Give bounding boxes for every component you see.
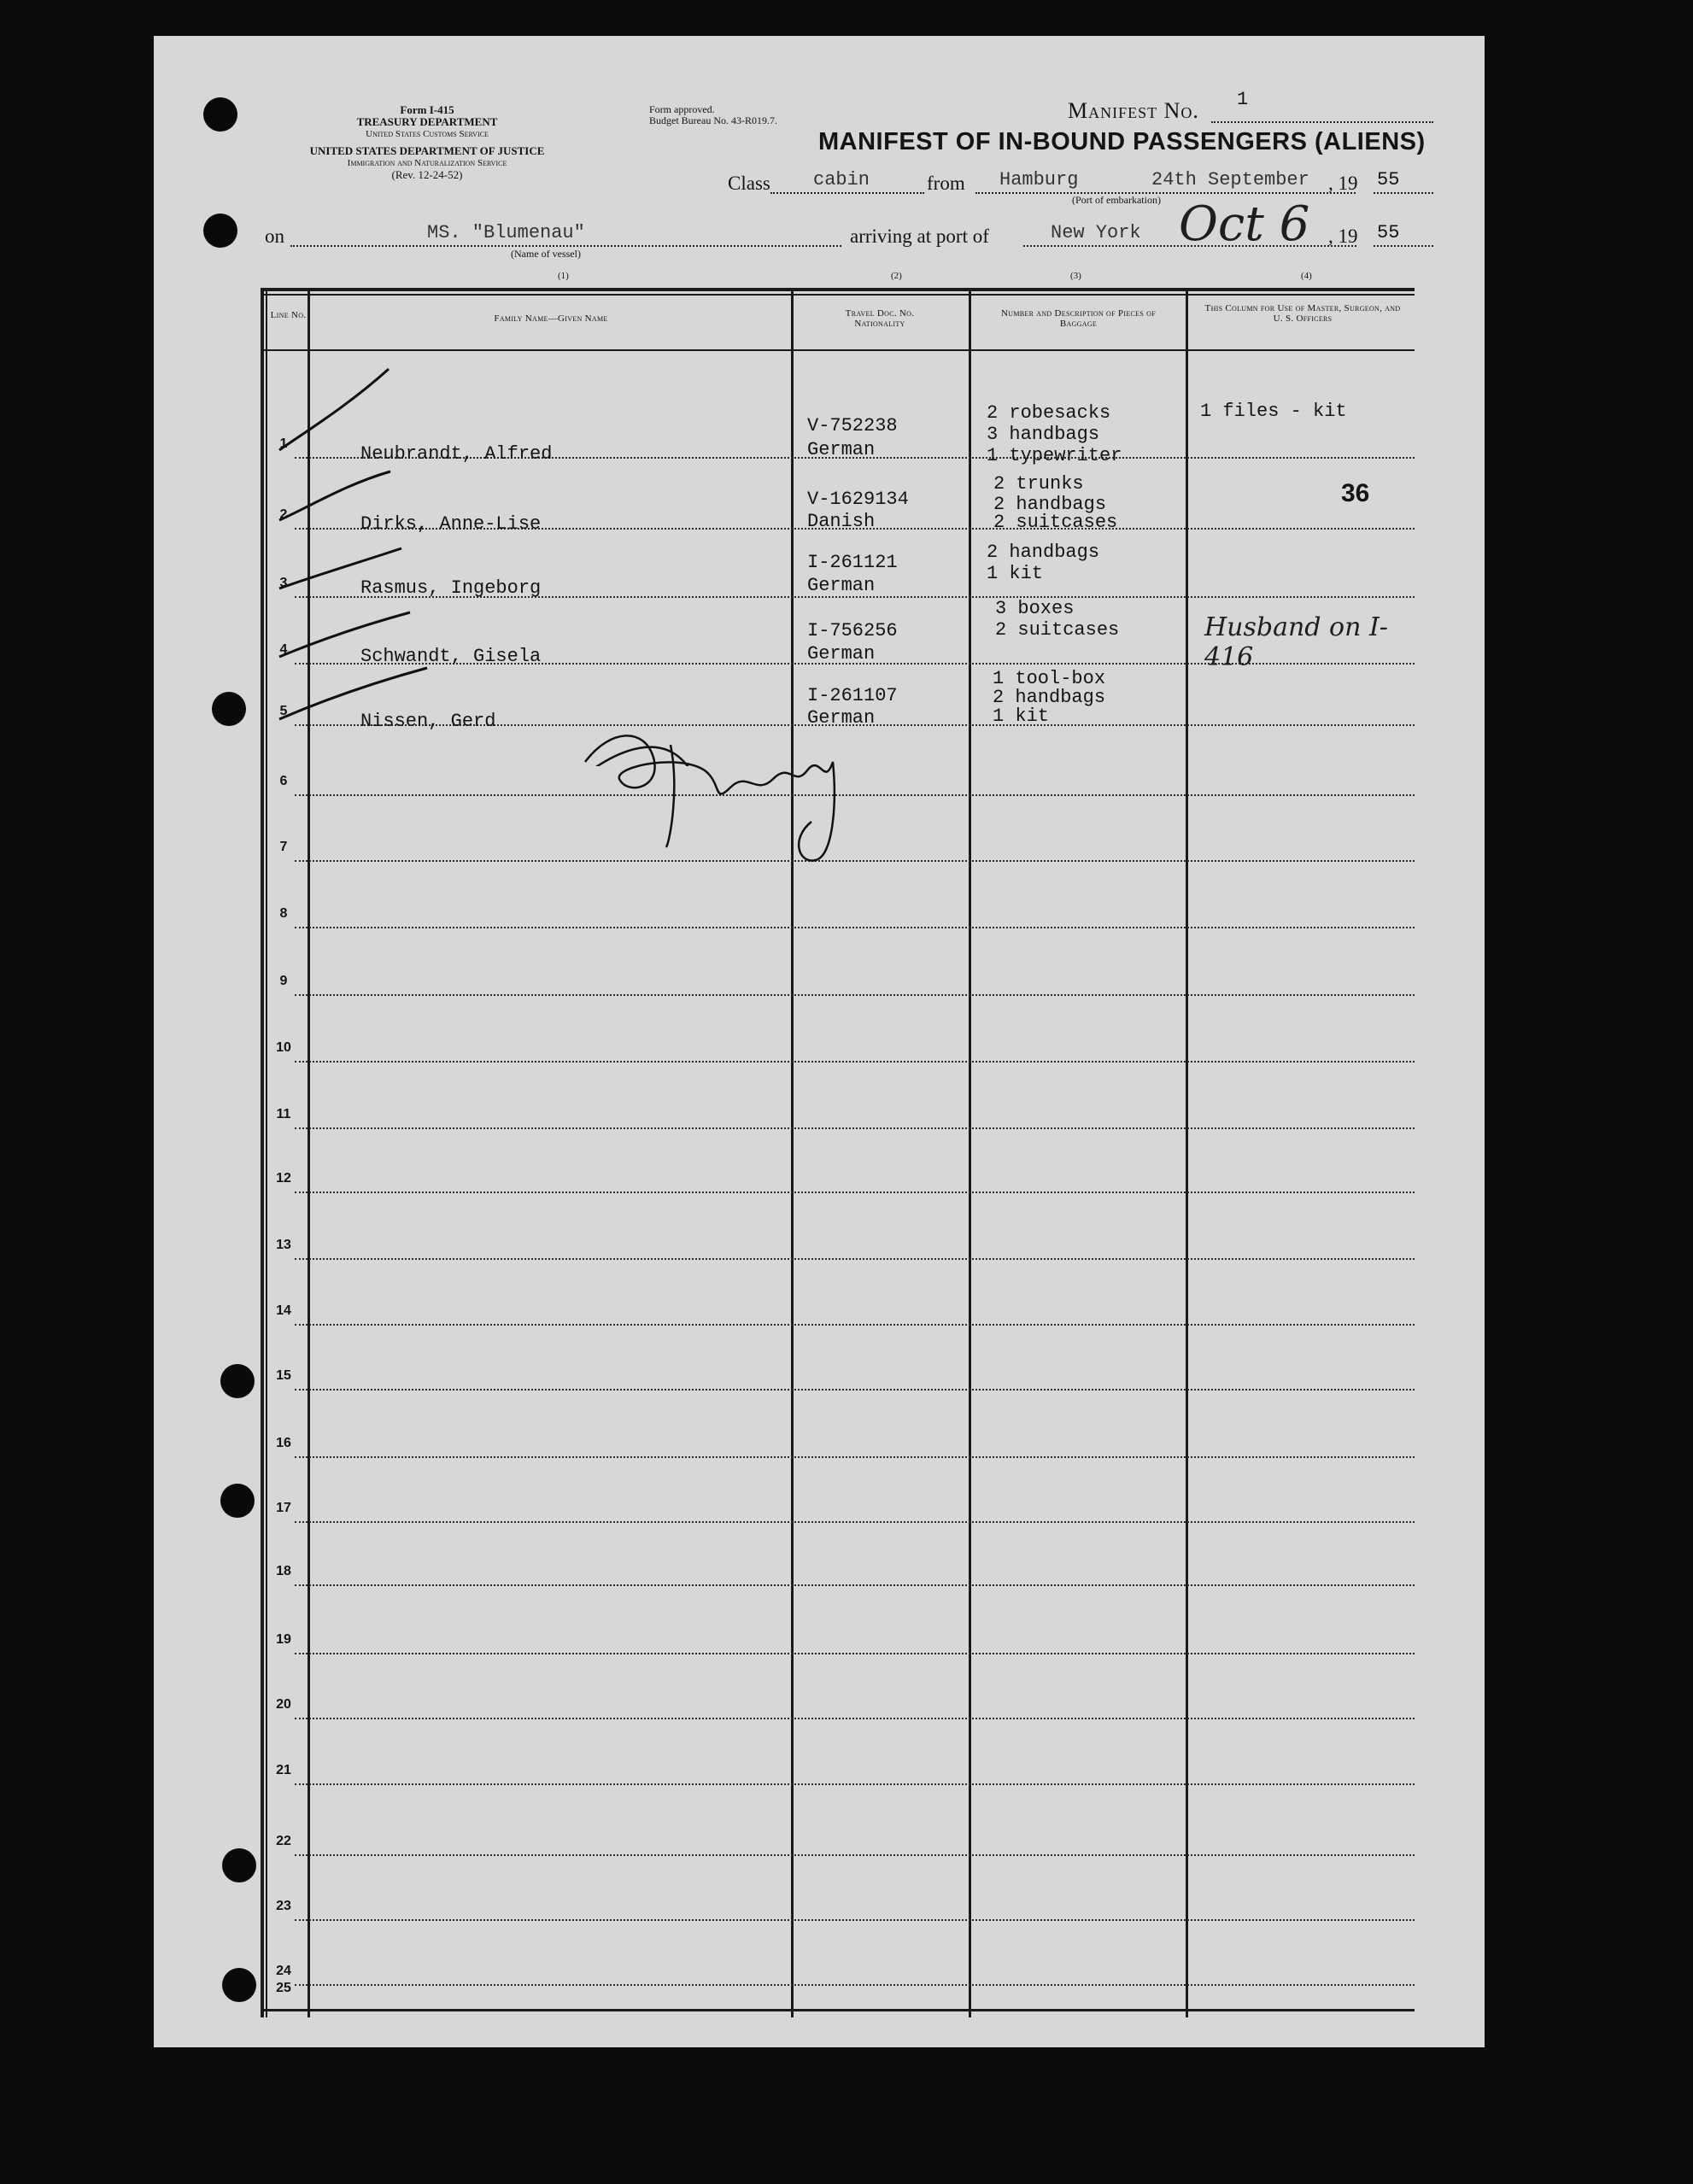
vessel-note: (Name of vessel): [511, 248, 581, 260]
manifest-no-label: Manifest No.: [1068, 98, 1199, 123]
baggage-line: 2 handbags: [993, 687, 1106, 708]
line-number: 16: [276, 1436, 291, 1450]
on-label: on: [265, 225, 284, 247]
travel-doc-header: Travel Doc. No. Nationality: [845, 308, 915, 329]
line-number: 11: [276, 1107, 291, 1121]
passenger-name: Rasmus, Ingeborg: [360, 577, 542, 599]
row-rule: [295, 1919, 1415, 1921]
class-label: Class: [728, 173, 770, 194]
binder-hole: [212, 692, 246, 726]
row-rule: [295, 1718, 1415, 1719]
travel-doc-no: I-261107: [807, 685, 898, 706]
page-title: MANIFEST OF IN-BOUND PASSENGERS (ALIENS): [818, 128, 1426, 155]
arrival-port: New York: [1051, 222, 1141, 243]
column-number: (4): [1301, 271, 1312, 281]
doc-divider: [969, 288, 971, 2017]
line-number: 2: [279, 507, 288, 522]
from-line: [975, 192, 1356, 194]
line-number: 17: [276, 1501, 291, 1515]
binder-hole: [222, 1968, 256, 2002]
departure-date: 24th September: [1151, 169, 1309, 190]
arrival-date-handwritten: Oct 6: [1179, 196, 1310, 252]
name-header: Family Name—Given Name: [494, 313, 608, 324]
binder-hole: [203, 214, 237, 248]
line-number: 22: [276, 1834, 291, 1848]
baggage-divider: [1186, 288, 1188, 2017]
line-number: 1: [279, 436, 288, 451]
arrival-year-line: [1374, 245, 1433, 247]
baggage-line: 2 suitcases: [993, 512, 1118, 533]
check-mark: [279, 548, 401, 588]
treasury-department: TREASURY DEPARTMENT: [356, 115, 498, 128]
baggage-header: Number and Description of Pieces of Baggage: [1001, 308, 1156, 329]
line-number: 13: [276, 1238, 291, 1252]
baggage-line: 2 robesacks: [987, 402, 1111, 424]
check-marks: [261, 288, 790, 766]
budget-bureau: Budget Bureau No. 43-R019.7.: [649, 114, 777, 126]
baggage-line: 1 kit: [993, 706, 1050, 727]
travel-doc-no: V-752238: [807, 415, 898, 436]
manifest-sheet: [154, 36, 1485, 2047]
arriving-label: arriving at port of: [850, 225, 989, 247]
nationality: German: [807, 439, 876, 460]
line-number: 8: [279, 906, 288, 921]
row-rule: [295, 1192, 1415, 1193]
form-approved: Form approved.: [649, 103, 715, 115]
year-prefix: , 19: [1328, 173, 1358, 194]
signature-flourish: [577, 719, 867, 907]
from-value: Hamburg: [999, 169, 1079, 190]
line-number: 21: [276, 1763, 291, 1777]
line-number: 23: [276, 1899, 291, 1913]
passenger-name: Neubrandt, Alfred: [360, 443, 553, 465]
justice-department: UNITED STATES DEPARTMENT OF JUSTICE: [309, 144, 545, 157]
baggage-line: 2 handbags: [993, 494, 1107, 515]
officer-note: 36: [1341, 479, 1370, 507]
travel-doc-no: V-1629134: [807, 489, 909, 510]
nationality: Danish: [807, 511, 876, 532]
row-rule: [295, 1258, 1415, 1260]
row-rule: [295, 1127, 1415, 1129]
line-number: 19: [276, 1632, 291, 1647]
class-line: [770, 192, 924, 194]
binder-hole: [222, 1848, 256, 1882]
form-number: Form I-415: [400, 103, 454, 116]
line-number: 5: [279, 704, 288, 718]
travel-doc-no: I-756256: [807, 620, 898, 641]
passenger-name: Schwandt, Gisela: [360, 646, 542, 667]
binder-hole: [220, 1364, 255, 1398]
line-number: 9: [279, 974, 288, 988]
baggage-line: 2 trunks: [993, 473, 1084, 495]
baggage-line: 3 handbags: [987, 424, 1100, 445]
row-rule: [295, 1521, 1415, 1523]
baggage-line: 3 boxes: [995, 598, 1075, 619]
baggage-line: 1 tool-box: [993, 668, 1106, 689]
nationality: German: [807, 575, 876, 596]
customs-service: United States Customs Service: [366, 129, 489, 139]
row-rule: [295, 1389, 1415, 1391]
nationality: German: [807, 707, 876, 729]
year-value: 55: [1377, 169, 1400, 190]
line-number: 7: [279, 840, 288, 854]
column-number: (2): [891, 271, 902, 281]
row-rule: [295, 1456, 1415, 1458]
manifest-no-line: [1211, 121, 1433, 123]
row-rule: [295, 1324, 1415, 1326]
line-number: 3: [279, 576, 288, 590]
binder-hole: [220, 1484, 255, 1518]
class-value: cabin: [813, 169, 870, 190]
baggage-line: 1 kit: [987, 563, 1044, 584]
line-number: 20: [276, 1697, 291, 1712]
officer-note: 1 files - kit: [1200, 401, 1347, 422]
from-label: from: [927, 173, 965, 194]
check-mark: [279, 369, 389, 450]
row-rule: [295, 927, 1415, 928]
column-number: (1): [558, 271, 569, 281]
baggage-line: 2 handbags: [987, 542, 1100, 563]
table-bottom-rule: [261, 2009, 1415, 2011]
line-no-header: Line No.: [270, 310, 307, 320]
name-divider: [791, 288, 794, 2017]
vessel-value: MS. "Blumenau": [427, 222, 585, 243]
passenger-table: [261, 288, 1415, 2017]
officers-header: This Column for Use of Master, Surgeon, and U. S. Officers: [1204, 303, 1401, 324]
row-rule: [295, 994, 1415, 996]
row-rule: [295, 1584, 1415, 1586]
passenger-name: Dirks, Anne-Lise: [360, 513, 542, 535]
check-mark: [279, 612, 410, 657]
arrival-year-prefix: , 19: [1328, 225, 1358, 247]
line-number: 10: [276, 1040, 291, 1055]
manifest-no-value: 1: [1237, 89, 1249, 110]
passenger-name: Nissen, Gerd: [360, 711, 496, 732]
line-number: 14: [276, 1303, 291, 1318]
agency-header: [256, 104, 598, 181]
row-rule: [295, 1061, 1415, 1063]
binder-hole: [203, 97, 237, 132]
line-number: 12: [276, 1171, 291, 1186]
arrival-year: 55: [1377, 222, 1400, 243]
line-number: 24: [276, 1964, 291, 1978]
port-embarkation-note: (Port of embarkation): [1072, 194, 1161, 206]
budget-approval: [649, 104, 777, 126]
revision-date: (Rev. 12-24-52): [391, 168, 463, 181]
check-mark: [279, 668, 427, 719]
baggage-line: 2 suitcases: [995, 619, 1120, 641]
ins-service: Immigration and Naturalization Service: [347, 158, 507, 168]
line-number: 4: [279, 642, 288, 657]
row-rule: [295, 1653, 1415, 1654]
line-number: 15: [276, 1368, 291, 1383]
row-rule: [295, 1783, 1415, 1785]
column-number: (3): [1070, 271, 1081, 281]
check-mark: [279, 471, 390, 520]
travel-doc-no: I-261121: [807, 552, 898, 573]
baggage-line: 1 typewriter: [987, 445, 1122, 466]
officer-note-handwritten: Husband on I-416: [1204, 612, 1388, 672]
row-rule: [295, 1854, 1415, 1856]
line-number: 25: [276, 1981, 291, 1995]
nationality: German: [807, 643, 876, 665]
year-line: [1374, 192, 1433, 194]
vessel-line: [290, 245, 841, 247]
line-number: 6: [279, 774, 288, 788]
row-rule: [295, 1984, 1415, 1986]
line-number: 18: [276, 1564, 291, 1578]
